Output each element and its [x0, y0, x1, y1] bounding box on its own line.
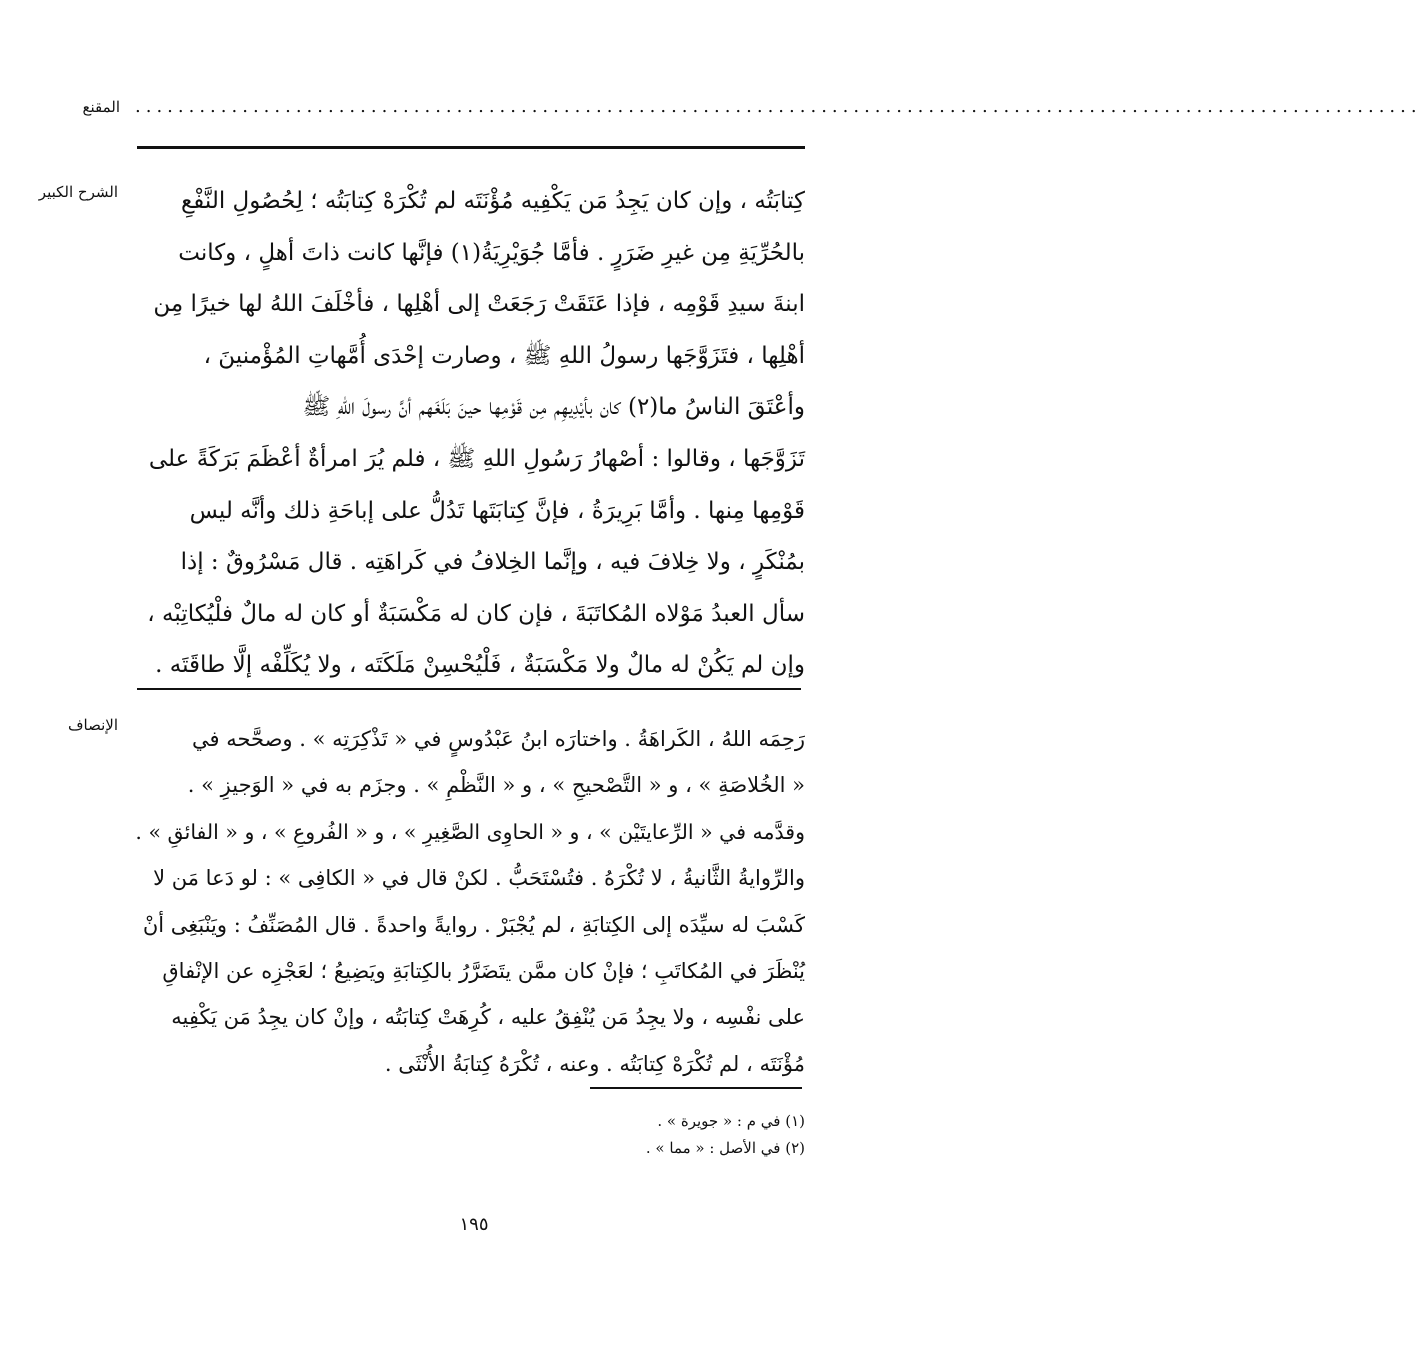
text-line: تَزَوَّجَها ، وقالوا : أصْهارُ رَسُولِ اللهِ ﷺ ، فلم يُرَ امرأةٌ أعْظَمَ بَرَكَةً على: [148, 445, 805, 472]
text-line: « الخُلاصَةِ » ، و « التَّصْحيحِ » ، و « النَّظْمِ » . وجزَم به في « الوَجيزِ » .: [187, 773, 805, 798]
text-line: بمُنْكَرٍ ، ولا خِلافَ فيه ، وإنَّما الخِلافُ في كَراهَتِه . قال مَسْرُوقٌ : إذا: [180, 549, 805, 576]
leader-dots: ........................................................................................................................: [135, 96, 1422, 117]
text-line: وإن لم يَكُنْ له مالٌ ولا مَكْسَبَةٌ ، فَلْيُحْسِنْ مَلَكَتَه ، ولا يُكَلِّفْه إلَّا طاقَتَه .: [155, 652, 805, 679]
footnotes: [500, 1108, 805, 1162]
sharh-text-block: [133, 176, 805, 692]
text-line: كَسْبَ له سيِّدَه إلى الكِتابَةِ ، لم يُجْبَرْ . روايةً واحدةً . قال المُصَنِّفُ : ويَنْبَغِى أنْ: [142, 912, 805, 937]
text-line: وقدَّمه في « الرِّعايتَيْن » ، و « الحاوِى الصَّغِيرِ » ، و « الفُروعِ » ، و « الفائقِ » .: [135, 819, 805, 844]
insaf-text-block: [133, 716, 805, 1087]
text-line: على نفْسِه ، ولا يجِدُ مَن يُنْفِقُ عليه ، كُرِهَتْ كِتابَتُه ، وإنْ كان يجِدُ مَن يَكْفِيه: [171, 1005, 805, 1030]
text-line: والرِّوايةُ الثَّانيةُ ، لا تُكْرَهُ . فتُسْتَحَبُّ . لكنْ قال في « الكافِى » : لو دَعا مَن لا: [153, 866, 805, 891]
section-divider: [137, 688, 801, 690]
text-line: وأعْتَقَ الناسُ ما(٢) كان بأيْدِيهِم مِن قَوْمِها حينَ بَلَغَهم أنَّ رسولَ اللهِ ﷺ: [302, 394, 805, 421]
text-line: ابنةَ سيدِ قَوْمِه ، فإذا عَتَقَتْ رَجَعَتْ إلى أهْلِها ، فأخْلَفَ اللهُ لها خيرًا مِن: [153, 291, 805, 318]
page-number: ١٩٥: [459, 1214, 489, 1235]
header-rule: [137, 146, 805, 149]
footnote-rule: [590, 1087, 802, 1089]
running-header-title: المقنع: [82, 98, 120, 116]
text-line: أهْلِها ، فتَزَوَّجَها رسولُ اللهِ ﷺ ، وصارت إحْدَى أُمَّهاتِ المُؤْمنينَ ،: [203, 342, 805, 369]
footnote: (١) في م : « جويرة » .: [657, 1112, 805, 1130]
text-line: يُنْظَرَ في المُكاتَبِ ؛ فإنْ كان ممَّن يتَضَرَّرُ بالكِتابَةِ ويَضِيعُ ؛ لعَجْزِه عن الإنْفاقِ: [162, 958, 805, 983]
text-line: سأل العبدُ مَوْلاه المُكاتَبَةَ ، فإن كان له مَكْسَبَةٌ أو كان له مالٌ فلْيُكاتِبْه ،: [147, 600, 805, 627]
text-line: قَوْمِها مِنها . وأمَّا بَرِيرَةُ ، فإنَّ كِتابَتَها تَدُلُّ على إباحَةِ ذلك وأنَّه ليس: [189, 497, 805, 524]
text-line: بالحُرِّيَةِ مِن غيرِ ضَرَرٍ . فأمَّا جُوَيْرِيَةُ(١) فإنَّها كانت ذاتَ أهلٍ ، وكانت: [178, 239, 805, 266]
footnote: (٢) في الأصل : « مما » .: [645, 1139, 805, 1157]
text-line: رَحِمَه اللهُ ، الكَراهَةُ . واختارَه ابنُ عَبْدُوسٍ في « تَذْكِرَتِه » . وصحَّحه في: [192, 727, 805, 751]
section-label-sharh: الشرح الكبير: [38, 183, 118, 201]
text-line: مُؤْنَتَه ، لم تُكْرَهْ كِتابَتُه . وعنه ، تُكْرَهُ كِتابَةُ الأُنْثَى .: [384, 1051, 805, 1076]
section-label-insaf: الإنصاف: [67, 716, 118, 734]
text-line: كِتابَتُه ، وإن كان يَجِدُ مَن يَكْفِيه مُؤْنَتَه لم تُكْرَهْ كِتابَتُه ؛ لِحُصُولِ النَّفْعِ: [181, 188, 805, 214]
